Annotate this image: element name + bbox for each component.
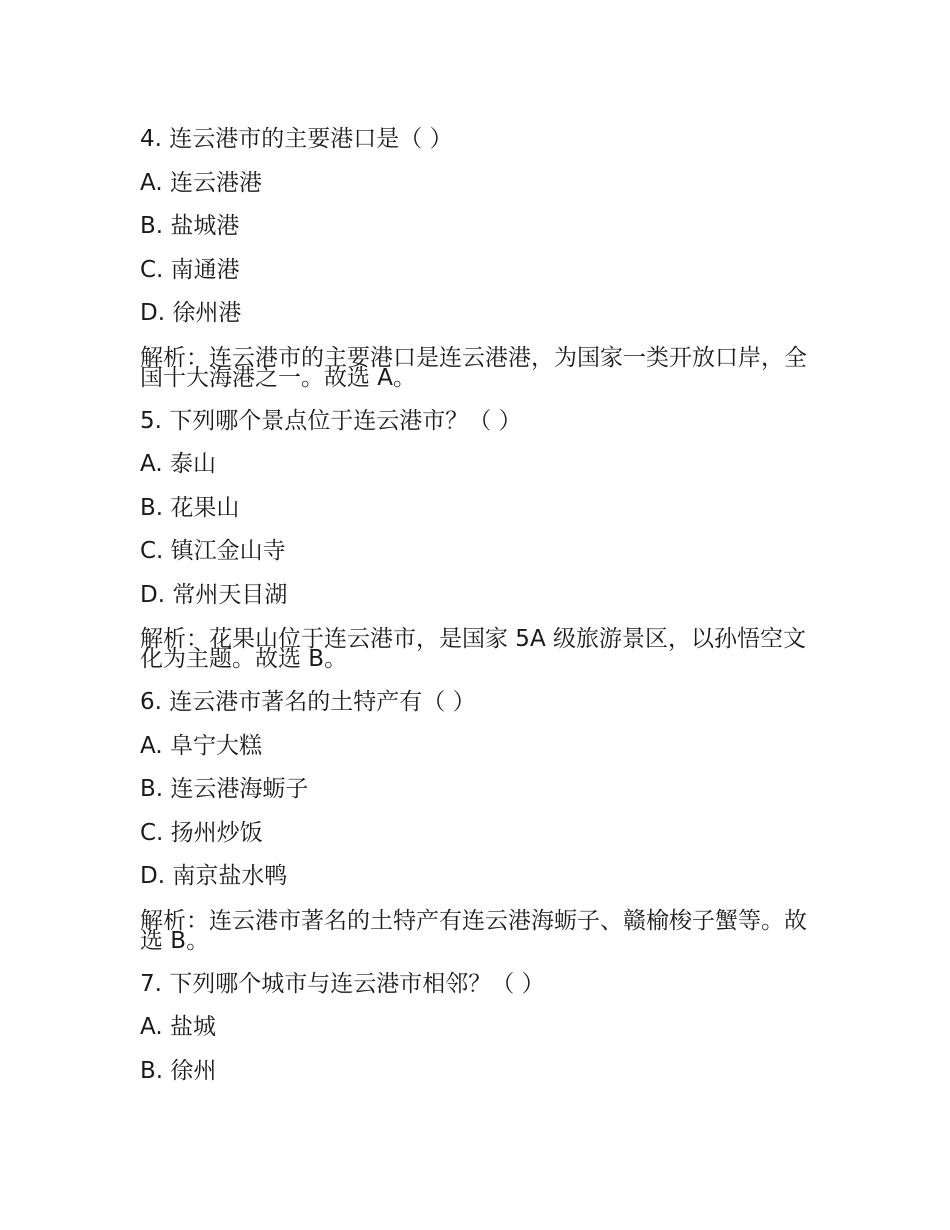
option-d: D. 常州天目湖 [140, 581, 288, 608]
option-b: B. 徐州 [140, 1057, 217, 1084]
question-stem: 6. 连云港市著名的土特产有（ ） [140, 689, 476, 715]
option-b: B. 盐城港 [140, 213, 240, 239]
option-a: A. 盐城 [140, 1014, 216, 1040]
option-d: D. 徐州港 [140, 300, 242, 326]
option-a: A. 连云港港 [140, 169, 262, 196]
option-c: C. 南通港 [140, 256, 240, 283]
option-d: D. 南京盐水鸭 [140, 863, 288, 889]
answer-analysis: 解析：连云港市的主要港口是连云港港，为国家一类开放口岸，全国十大海港之一。故选 A。 [140, 344, 807, 391]
option-c: C. 扬州炒饭 [140, 819, 263, 846]
answer-analysis: 解析：连云港市著名的土特产有连云港海蛎子、赣榆梭子蟹等。故选 B。 [140, 907, 807, 954]
question-stem: 5. 下列哪个景点位于连云港市？（ ） [140, 407, 522, 434]
document-body [140, 124, 820, 1099]
option-b: B. 连云港海蛎子 [140, 776, 309, 802]
question-stem: 4. 连云港市的主要港口是（ ） [140, 126, 453, 152]
question-stem: 7. 下列哪个城市与连云港市相邻？（ ） [140, 970, 545, 997]
option-a: A. 阜宁大糕 [140, 732, 262, 759]
option-a: A. 泰山 [140, 451, 216, 477]
answer-analysis: 解析：花果山位于连云港市，是国家 5A 级旅游景区，以孙悟空文化为主题。故选 B。 [140, 626, 806, 672]
option-b: B. 花果山 [140, 494, 240, 521]
option-c: C. 镇江金山寺 [140, 538, 286, 564]
